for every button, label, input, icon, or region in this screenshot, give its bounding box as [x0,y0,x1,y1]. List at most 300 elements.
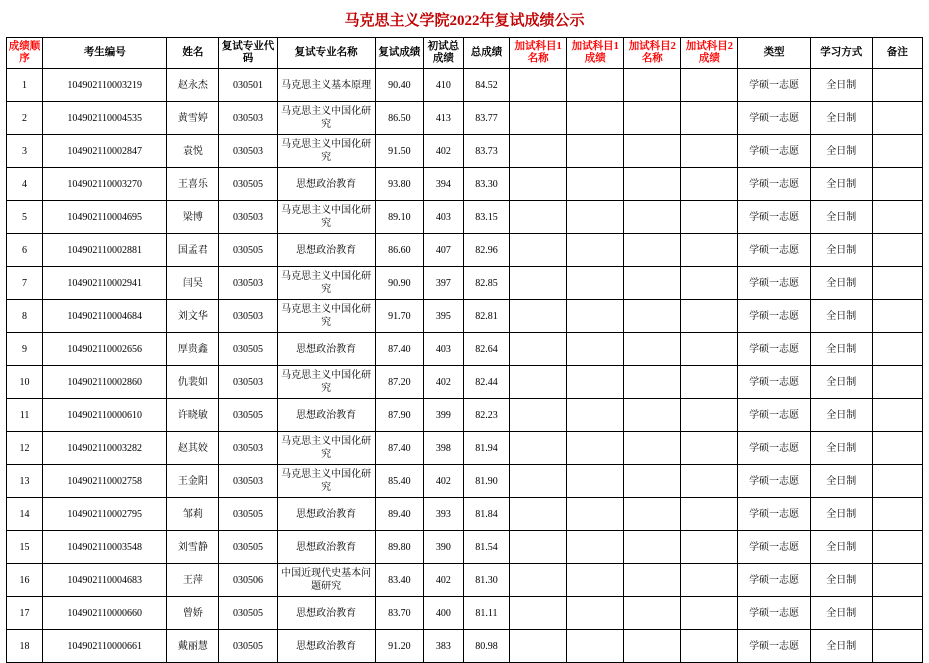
cell-extra2-score [681,201,738,234]
cell-extra2-name [624,498,681,531]
cell-name: 仇裴如 [167,366,219,399]
cell-extra2-name [624,201,681,234]
cell-initial-total: 395 [423,300,463,333]
cell-major-code: 030501 [219,69,277,102]
cell-initial-total: 390 [423,531,463,564]
cell-remark [872,597,922,630]
cell-major-code: 030506 [219,564,277,597]
table-row [7,168,923,201]
cell-initial-total: 399 [423,399,463,432]
table-row [7,564,923,597]
cell-initial-total: 402 [423,366,463,399]
cell-name: 黄雪婷 [167,102,219,135]
cell-retest-score: 87.40 [375,432,423,465]
cell-initial-total: 398 [423,432,463,465]
cell-extra2-name [624,135,681,168]
cell-seq: 17 [7,597,43,630]
cell-seq: 9 [7,333,43,366]
cell-major-code: 030505 [219,498,277,531]
cell-remark [872,630,922,663]
cell-initial-total: 407 [423,234,463,267]
cell-seq: 10 [7,366,43,399]
cell-major-code: 030503 [219,366,277,399]
cell-extra1-name [510,630,567,663]
cell-extra1-name [510,234,567,267]
cell-type: 学硕一志愿 [738,399,810,432]
cell-major-code: 030505 [219,597,277,630]
header-seq: 成绩顺序 [7,38,43,69]
cell-exam-number: 104902110000660 [43,597,167,630]
cell-name: 邹莉 [167,498,219,531]
cell-study-mode: 全日制 [810,366,872,399]
cell-seq: 2 [7,102,43,135]
cell-type: 学硕一志愿 [738,564,810,597]
cell-study-mode: 全日制 [810,399,872,432]
cell-retest-score: 91.20 [375,630,423,663]
cell-seq: 5 [7,201,43,234]
cell-seq: 11 [7,399,43,432]
cell-study-mode: 全日制 [810,498,872,531]
cell-name: 赵其姣 [167,432,219,465]
cell-extra1-name [510,300,567,333]
cell-extra1-score [567,432,624,465]
cell-retest-score: 89.10 [375,201,423,234]
cell-extra2-name [624,465,681,498]
cell-initial-total: 397 [423,267,463,300]
cell-retest-score: 87.90 [375,399,423,432]
cell-extra2-score [681,366,738,399]
cell-extra2-name [624,366,681,399]
cell-study-mode: 全日制 [810,102,872,135]
cell-extra2-name [624,267,681,300]
cell-extra2-name [624,399,681,432]
cell-extra2-score [681,333,738,366]
cell-name: 戴丽慧 [167,630,219,663]
cell-total-score: 82.85 [463,267,509,300]
cell-extra1-score [567,201,624,234]
header-remark: 备注 [872,38,922,69]
cell-extra2-name [624,333,681,366]
cell-major-name: 思想政治教育 [277,630,375,663]
cell-exam-number: 104902110004683 [43,564,167,597]
cell-exam-number: 104902110002941 [43,267,167,300]
cell-extra2-score [681,135,738,168]
cell-extra1-name [510,267,567,300]
cell-remark [872,366,922,399]
cell-remark [872,69,922,102]
cell-extra1-score [567,399,624,432]
cell-extra1-name [510,102,567,135]
scores-table [6,37,923,663]
cell-seq: 3 [7,135,43,168]
cell-retest-score: 89.80 [375,531,423,564]
cell-name: 许晓敏 [167,399,219,432]
cell-total-score: 80.98 [463,630,509,663]
cell-extra2-score [681,432,738,465]
cell-initial-total: 413 [423,102,463,135]
cell-total-score: 83.30 [463,168,509,201]
cell-extra1-score [567,366,624,399]
cell-name: 刘文华 [167,300,219,333]
cell-major-code: 030505 [219,399,277,432]
cell-retest-score: 87.40 [375,333,423,366]
cell-total-score: 82.64 [463,333,509,366]
cell-type: 学硕一志愿 [738,102,810,135]
cell-extra2-score [681,168,738,201]
cell-extra1-score [567,102,624,135]
cell-retest-score: 91.70 [375,300,423,333]
page-title: 马克思主义学院2022年复试成绩公示 [344,13,585,29]
header-total-score: 总成绩 [463,38,509,69]
cell-exam-number: 104902110004535 [43,102,167,135]
cell-total-score: 83.73 [463,135,509,168]
cell-extra1-score [567,168,624,201]
cell-initial-total: 402 [423,135,463,168]
table-row [7,69,923,102]
cell-name: 王萍 [167,564,219,597]
cell-retest-score: 87.20 [375,366,423,399]
cell-exam-number: 104902110002795 [43,498,167,531]
cell-extra2-name [624,630,681,663]
cell-type: 学硕一志愿 [738,630,810,663]
cell-extra1-name [510,333,567,366]
cell-name: 袁悦 [167,135,219,168]
cell-name: 王喜乐 [167,168,219,201]
cell-extra1-score [567,597,624,630]
cell-exam-number: 104902110000610 [43,399,167,432]
cell-remark [872,300,922,333]
cell-major-name: 思想政治教育 [277,168,375,201]
cell-major-name: 马克思主义中国化研究 [277,300,375,333]
cell-name: 闫吴 [167,267,219,300]
cell-exam-number: 104902110002758 [43,465,167,498]
cell-extra1-score [567,267,624,300]
table-row [7,597,923,630]
cell-total-score: 82.96 [463,234,509,267]
cell-study-mode: 全日制 [810,564,872,597]
cell-major-name: 马克思主义中国化研究 [277,366,375,399]
cell-study-mode: 全日制 [810,300,872,333]
cell-remark [872,465,922,498]
cell-extra1-name [510,564,567,597]
cell-extra2-score [681,69,738,102]
cell-major-code: 030503 [219,201,277,234]
cell-extra2-score [681,300,738,333]
cell-major-name: 思想政治教育 [277,498,375,531]
table-row [7,399,923,432]
cell-type: 学硕一志愿 [738,366,810,399]
cell-extra2-name [624,69,681,102]
cell-exam-number: 104902110004684 [43,300,167,333]
table-row [7,531,923,564]
cell-seq: 15 [7,531,43,564]
cell-extra1-score [567,333,624,366]
cell-major-name: 马克思主义基本原理 [277,69,375,102]
cell-extra1-score [567,531,624,564]
cell-major-code: 030503 [219,267,277,300]
cell-extra2-score [681,498,738,531]
cell-major-name: 马克思主义中国化研究 [277,201,375,234]
cell-total-score: 81.54 [463,531,509,564]
cell-major-name: 思想政治教育 [277,234,375,267]
cell-initial-total: 402 [423,465,463,498]
cell-total-score: 82.81 [463,300,509,333]
cell-major-code: 030503 [219,465,277,498]
cell-retest-score: 90.90 [375,267,423,300]
table-row [7,135,923,168]
header-study-mode: 学习方式 [810,38,872,69]
table-header-row [7,38,923,69]
cell-type: 学硕一志愿 [738,267,810,300]
cell-initial-total: 383 [423,630,463,663]
cell-type: 学硕一志愿 [738,498,810,531]
cell-major-code: 030503 [219,432,277,465]
cell-extra2-score [681,630,738,663]
cell-total-score: 82.23 [463,399,509,432]
cell-type: 学硕一志愿 [738,234,810,267]
cell-retest-score: 90.40 [375,69,423,102]
table-row [7,267,923,300]
cell-initial-total: 403 [423,333,463,366]
cell-remark [872,498,922,531]
cell-major-name: 中国近现代史基本问题研究 [277,564,375,597]
cell-extra2-name [624,531,681,564]
cell-retest-score: 83.70 [375,597,423,630]
cell-major-code: 030503 [219,300,277,333]
cell-extra2-name [624,597,681,630]
cell-total-score: 81.84 [463,498,509,531]
cell-study-mode: 全日制 [810,135,872,168]
cell-extra2-name [624,102,681,135]
cell-study-mode: 全日制 [810,465,872,498]
cell-remark [872,267,922,300]
cell-major-name: 思想政治教育 [277,597,375,630]
cell-extra1-score [567,135,624,168]
cell-name: 赵永杰 [167,69,219,102]
cell-type: 学硕一志愿 [738,597,810,630]
cell-remark [872,135,922,168]
cell-study-mode: 全日制 [810,201,872,234]
header-exam-number: 考生编号 [43,38,167,69]
cell-major-name: 思想政治教育 [277,531,375,564]
cell-exam-number: 104902110004695 [43,201,167,234]
cell-name: 国孟君 [167,234,219,267]
table-row [7,366,923,399]
cell-study-mode: 全日制 [810,333,872,366]
cell-remark [872,333,922,366]
cell-extra1-score [567,234,624,267]
cell-type: 学硕一志愿 [738,432,810,465]
cell-retest-score: 85.40 [375,465,423,498]
cell-extra2-score [681,465,738,498]
cell-study-mode: 全日制 [810,234,872,267]
cell-extra2-score [681,267,738,300]
cell-remark [872,399,922,432]
table-row [7,234,923,267]
cell-study-mode: 全日制 [810,432,872,465]
cell-total-score: 84.52 [463,69,509,102]
cell-major-name: 思想政治教育 [277,399,375,432]
table-row [7,333,923,366]
cell-major-code: 030505 [219,531,277,564]
cell-major-name: 马克思主义中国化研究 [277,102,375,135]
cell-type: 学硕一志愿 [738,135,810,168]
header-extra2-name: 加试科目2名称 [624,38,681,69]
cell-exam-number: 104902110002847 [43,135,167,168]
cell-extra2-score [681,234,738,267]
header-extra2-score: 加试科目2成绩 [681,38,738,69]
cell-study-mode: 全日制 [810,531,872,564]
cell-extra1-name [510,498,567,531]
cell-name: 曾娇 [167,597,219,630]
cell-extra1-score [567,498,624,531]
cell-study-mode: 全日制 [810,597,872,630]
cell-major-name: 马克思主义中国化研究 [277,135,375,168]
cell-extra1-name [510,432,567,465]
cell-name: 厚贵鑫 [167,333,219,366]
cell-study-mode: 全日制 [810,69,872,102]
cell-remark [872,564,922,597]
cell-retest-score: 91.50 [375,135,423,168]
table-row [7,201,923,234]
cell-extra1-name [510,201,567,234]
cell-seq: 1 [7,69,43,102]
table-row [7,300,923,333]
cell-remark [872,531,922,564]
cell-exam-number: 104902110003282 [43,432,167,465]
cell-major-code: 030505 [219,333,277,366]
cell-initial-total: 393 [423,498,463,531]
cell-extra2-name [624,432,681,465]
cell-exam-number: 104902110002656 [43,333,167,366]
cell-remark [872,234,922,267]
cell-exam-number: 104902110003270 [43,168,167,201]
cell-extra1-name [510,135,567,168]
cell-remark [872,201,922,234]
cell-type: 学硕一志愿 [738,465,810,498]
header-name: 姓名 [167,38,219,69]
cell-extra1-score [567,69,624,102]
cell-type: 学硕一志愿 [738,201,810,234]
cell-extra1-name [510,399,567,432]
cell-extra1-name [510,465,567,498]
cell-extra1-score [567,564,624,597]
cell-extra1-name [510,168,567,201]
cell-type: 学硕一志愿 [738,531,810,564]
table-body [7,69,923,663]
header-major-name: 复试专业名称 [277,38,375,69]
cell-major-name: 思想政治教育 [277,333,375,366]
cell-initial-total: 410 [423,69,463,102]
cell-extra2-name [624,234,681,267]
cell-initial-total: 402 [423,564,463,597]
cell-extra1-score [567,465,624,498]
cell-extra1-score [567,630,624,663]
cell-study-mode: 全日制 [810,168,872,201]
cell-extra1-score [567,300,624,333]
cell-extra2-name [624,300,681,333]
cell-major-name: 马克思主义中国化研究 [277,432,375,465]
cell-exam-number: 104902110003548 [43,531,167,564]
cell-name: 刘雪静 [167,531,219,564]
cell-exam-number: 104902110002881 [43,234,167,267]
table-row [7,498,923,531]
cell-exam-number: 104902110000661 [43,630,167,663]
cell-major-code: 030505 [219,234,277,267]
cell-total-score: 83.15 [463,201,509,234]
cell-study-mode: 全日制 [810,267,872,300]
cell-seq: 14 [7,498,43,531]
cell-remark [872,102,922,135]
cell-extra2-score [681,531,738,564]
cell-seq: 6 [7,234,43,267]
cell-major-code: 030505 [219,630,277,663]
cell-extra1-name [510,69,567,102]
header-retest-score: 复试成绩 [375,38,423,69]
cell-name: 梁博 [167,201,219,234]
cell-seq: 8 [7,300,43,333]
cell-extra2-score [681,597,738,630]
header-major-code: 复试专业代码 [219,38,277,69]
header-extra1-score: 加试科目1成绩 [567,38,624,69]
cell-seq: 12 [7,432,43,465]
cell-extra2-score [681,399,738,432]
cell-major-code: 030505 [219,168,277,201]
cell-extra1-name [510,366,567,399]
cell-seq: 16 [7,564,43,597]
header-initial-total: 初试总成绩 [423,38,463,69]
cell-retest-score: 86.60 [375,234,423,267]
cell-retest-score: 93.80 [375,168,423,201]
cell-remark [872,168,922,201]
cell-total-score: 81.90 [463,465,509,498]
cell-retest-score: 89.40 [375,498,423,531]
cell-retest-score: 83.40 [375,564,423,597]
cell-total-score: 81.94 [463,432,509,465]
cell-exam-number: 104902110003219 [43,69,167,102]
cell-total-score: 82.44 [463,366,509,399]
cell-extra2-name [624,168,681,201]
cell-initial-total: 394 [423,168,463,201]
cell-retest-score: 86.50 [375,102,423,135]
cell-extra1-name [510,597,567,630]
cell-type: 学硕一志愿 [738,69,810,102]
cell-extra1-name [510,531,567,564]
table-row [7,630,923,663]
table-row [7,432,923,465]
cell-seq: 18 [7,630,43,663]
cell-type: 学硕一志愿 [738,168,810,201]
table-row [7,102,923,135]
cell-total-score: 83.77 [463,102,509,135]
cell-exam-number: 104902110002860 [43,366,167,399]
cell-name: 王金阳 [167,465,219,498]
cell-type: 学硕一志愿 [738,333,810,366]
cell-major-code: 030503 [219,135,277,168]
header-type: 类型 [738,38,810,69]
cell-study-mode: 全日制 [810,630,872,663]
cell-total-score: 81.30 [463,564,509,597]
cell-initial-total: 400 [423,597,463,630]
cell-type: 学硕一志愿 [738,300,810,333]
cell-extra2-score [681,564,738,597]
cell-extra2-name [624,564,681,597]
cell-remark [872,432,922,465]
cell-seq: 7 [7,267,43,300]
cell-seq: 13 [7,465,43,498]
table-row [7,465,923,498]
cell-major-name: 马克思主义中国化研究 [277,465,375,498]
